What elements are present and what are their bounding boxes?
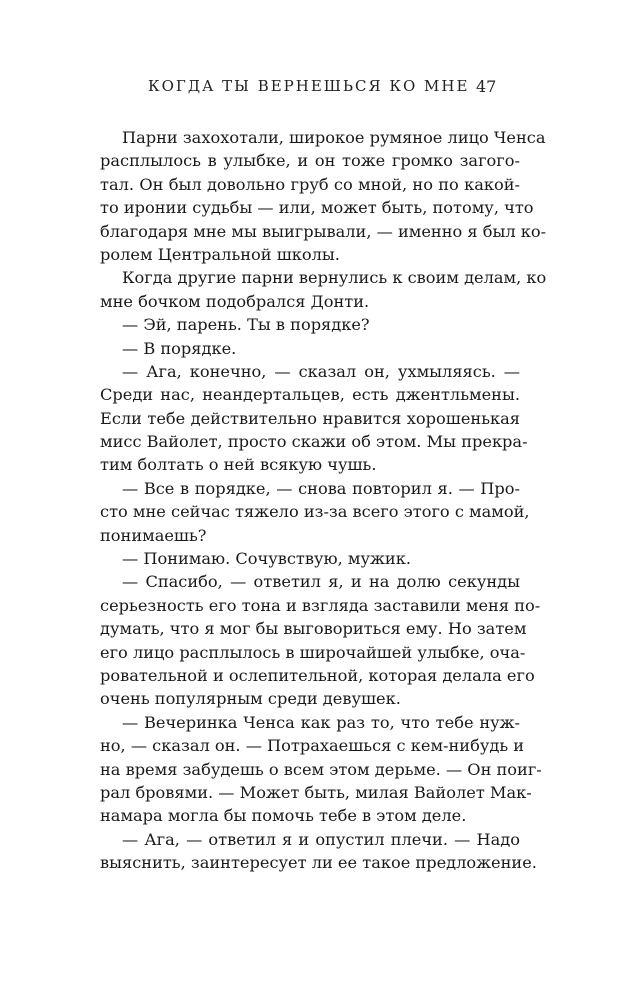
- text-line: ровательной и ослепительной, которая делала его: [100, 665, 535, 685]
- running-title: КОГДА ТЫ ВЕРНЕШЬСЯ КО МНЕ: [148, 77, 470, 95]
- text-line: — Эй, парень. Ты в порядке?: [122, 315, 370, 335]
- text-line: его лицо расплылось в широчайшей улыбке, оча-: [100, 642, 526, 662]
- text-line: Когда другие парни вернулись к своим делам, ко: [122, 268, 547, 288]
- text-line: — Понимаю. Сочувствую, мужик.: [122, 549, 411, 569]
- text-line: то иронии судьбы — или, может быть, потому, что: [100, 198, 534, 218]
- text-line: — Вечеринка Ченса как раз то, что тебе нуж-: [122, 712, 520, 732]
- text-line: намара могла бы помочь тебе в этом деле.: [100, 806, 467, 826]
- text-line: мне бочком подобрался Донти.: [100, 291, 370, 311]
- text-line: мисс Вайолет, просто скажи об этом. Мы прекра-: [100, 432, 528, 452]
- text-line: — Все в порядке, — снова повторил я. — Про-: [122, 478, 520, 498]
- text-line: — Ага, — ответил я и опустил плечи. — Надо: [122, 829, 520, 849]
- text-line: на время забудешь о всем этом дерьме. — Он поиг-: [100, 759, 542, 779]
- text-line: думать, что я мог бы выговориться ему. Но затем: [100, 619, 527, 639]
- text-line: сто мне сейчас тяжело из-за всего этого с мамой,: [100, 502, 530, 522]
- text-line: Парни захохотали, широкое румяное лицо Ченса: [122, 128, 546, 147]
- text-line: благодаря мне мы выигрывали, — именно я был ко-: [100, 221, 547, 241]
- text-line: тим болтать о ней всякую чушь.: [100, 455, 377, 475]
- text-line: Если тебе действительно нравится хорошенькая: [100, 408, 520, 428]
- text-line: — В порядке.: [122, 338, 237, 358]
- page-number: 47: [476, 77, 497, 96]
- text-line: понимаешь?: [100, 525, 207, 545]
- text-line: но, — сказал он. — Потрахаешься с кем-нибудь и: [100, 736, 525, 756]
- text-line: ролем Центральной школы.: [100, 244, 340, 264]
- text-line: очень популярным среди девушек.: [100, 689, 401, 709]
- text-line: — Спасибо, — ответил я, и на долю секунды: [122, 572, 520, 592]
- text-line: — Ага, конечно, — сказал он, ухмыляясь. —: [122, 361, 520, 381]
- text-line: выяснить, заинтересует ли ее такое предложение.: [100, 853, 537, 873]
- text-line: расплылось в улыбке, и он тоже громко загого-: [100, 151, 520, 171]
- body-text: [100, 126, 547, 875]
- text-line: рал бровями. — Может быть, милая Вайолет Мак-: [100, 782, 532, 802]
- text-line: серьезность его тона и взгляда заставили меня по-: [100, 595, 541, 615]
- text-line: тал. Он был довольно груб со мной, но по какой-: [100, 174, 520, 194]
- text-line: Среди нас, неандертальцев, есть джентльмены.: [100, 385, 520, 405]
